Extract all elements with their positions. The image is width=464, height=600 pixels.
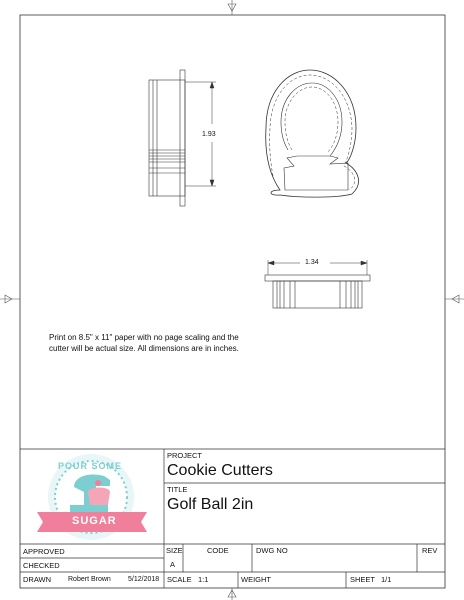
scale-label: SCALE	[167, 575, 192, 584]
code-label: CODE	[207, 546, 229, 555]
logo-top-text: POUR SOME	[58, 461, 123, 471]
size-value: A	[170, 560, 176, 569]
project-value: Cookie Cutters	[167, 462, 273, 479]
title-label: TITLE	[167, 485, 188, 494]
drawn-date: 5/12/2018	[128, 576, 160, 583]
approved-label: APPROVED	[23, 547, 65, 556]
bottom-profile-view	[265, 275, 370, 308]
drawn-label: DRAWN	[23, 575, 52, 584]
dwg-no-label: DWG NO	[256, 546, 288, 555]
golf-ball-outline	[266, 70, 359, 197]
size-label: SIZE	[166, 546, 183, 555]
height-dimension-label: 1.93	[202, 131, 216, 138]
weight-label: WEIGHT	[241, 575, 271, 584]
project-label: PROJECT	[167, 451, 203, 460]
checked-label: CHECKED	[23, 561, 60, 570]
title-value: Golf Ball 2in	[167, 496, 254, 513]
rev-label: REV	[422, 546, 438, 555]
logo-bottom-text: SUGAR	[72, 515, 117, 527]
sheet-label: SHEET	[350, 575, 376, 584]
side-profile-view	[149, 70, 185, 206]
print-instructions: Print on 8.5" x 11" paper with no page scaling and the cutter will be actual size. All dimensions are in inches.	[49, 333, 239, 353]
width-dimension-label: 1.34	[305, 259, 319, 266]
scale-value: 1:1	[198, 575, 209, 584]
sheet-value: 1/1	[381, 575, 392, 584]
drawn-by: Robert Brown	[68, 576, 111, 583]
